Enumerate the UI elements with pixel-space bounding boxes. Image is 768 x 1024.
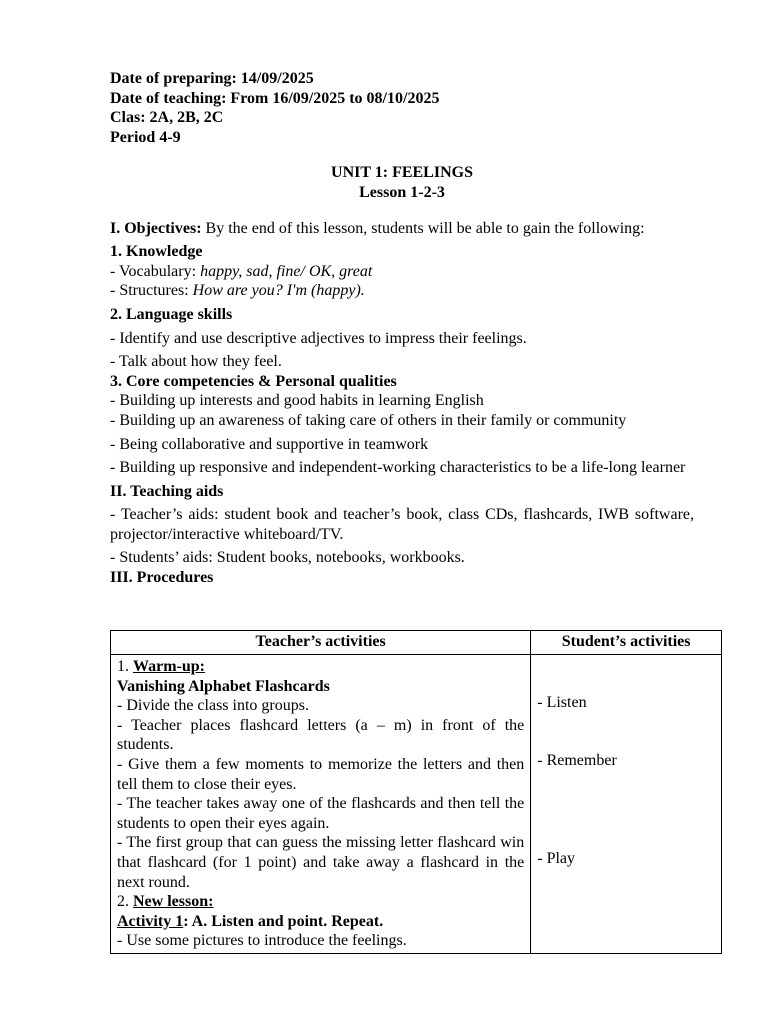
activity-1-title: : A. Listen and point. Repeat. [183, 912, 384, 930]
vocabulary-value: happy, sad, fine/ OK, great [200, 262, 373, 280]
table-header-row [111, 631, 722, 655]
objectives-heading: I. Objectives: [110, 219, 202, 237]
teaching-aids-heading: II. Teaching aids [110, 482, 224, 500]
vocabulary-line [110, 262, 694, 282]
period: Period 4-9 [110, 128, 181, 146]
activity-step: - The first group that can guess the missing letter flashcard win that flashcard (for 1 point) and take away a flashcard in the next round. [117, 834, 525, 891]
student-activities-cell [531, 655, 722, 954]
structures-value: How are you? I'm (happy). [192, 282, 365, 300]
activity-1-heading [117, 912, 524, 932]
language-skill-item: - Identify and use descriptive adjectives to impress their feelings. [110, 329, 527, 347]
knowledge-heading: 1. Knowledge [110, 243, 203, 261]
competencies-heading: 3. Core competencies & Personal qualities [110, 372, 397, 390]
teacher-activities-cell [111, 655, 531, 954]
competency-item: - Building up an awareness of taking care of others in their family or community [110, 411, 627, 429]
student-activities-header: Student’s activities [531, 631, 722, 655]
vocabulary-label: - Vocabulary: [110, 262, 201, 280]
teacher-activities-header: Teacher’s activities [111, 631, 531, 655]
activity-step: - Divide the class into groups. [117, 697, 309, 715]
activity-step: - The teacher takes away one of the flashcards and then tell the students to open their eyes again. [117, 795, 525, 832]
competency-item: - Building up responsive and independent-working characteristics to be a life-long learner [110, 459, 686, 477]
warmup-label: Warm-up: [133, 658, 205, 675]
date-of-teaching: Date of teaching: From 16/09/2025 to 08/10/2025 [110, 89, 440, 107]
new-lesson-heading [117, 892, 524, 912]
table-row [111, 655, 722, 954]
student-item-play: - Play [537, 850, 576, 867]
objectives-text: By the end of this lesson, students will be able to gain the following: [201, 219, 645, 237]
activity-1-label: Activity 1 [117, 912, 184, 930]
structures-label: - Structures: [110, 282, 193, 300]
date-of-preparing: Date of preparing: 14/09/2025 [110, 70, 314, 87]
competency-item: - Building up interests and good habits in learning English [110, 392, 484, 410]
language-skills-heading: 2. Language skills [110, 305, 233, 323]
procedures-table [110, 630, 722, 954]
new-lesson-label: New lesson: [133, 893, 214, 911]
student-item-remember: - Remember [537, 752, 617, 769]
objectives-intro [110, 219, 694, 239]
activity-step: - Use some pictures to introduce the feelings. [117, 932, 407, 950]
class-list: Clas: 2A, 2B, 2C [110, 109, 224, 127]
student-activities-list [537, 655, 715, 951]
structures-line [110, 281, 694, 301]
new-lesson-number: 2. [117, 893, 133, 911]
lesson-plan-page [110, 69, 694, 588]
unit-title: UNIT 1: FEELINGS [331, 164, 473, 182]
procedures-heading: III. Procedures [110, 569, 214, 587]
activity-step: - Teacher places flashcard letters (a – m) in front of the students. [117, 716, 525, 754]
language-skill-item: - Talk about how they feel. [110, 353, 282, 371]
student-aids: - Students’ aids: Student books, notebooks, workbooks. [110, 549, 465, 567]
competency-item: - Being collaborative and supportive in teamwork [110, 435, 429, 453]
activity-step: - Give them a few moments to memorize the letters and then tell them to close their eyes. [117, 755, 525, 793]
warmup-heading [117, 657, 524, 677]
lesson-title: Lesson 1-2-3 [359, 183, 445, 201]
warmup-number: 1. [117, 658, 133, 675]
teacher-aids: - Teacher’s aids: student book and teacher’s book, class CDs, flashcards, IWB software, projector/interactive whiteboard/TV. [110, 506, 694, 543]
student-item-listen: - Listen [537, 694, 587, 711]
game-title: Vanishing Alphabet Flashcards [117, 677, 330, 695]
